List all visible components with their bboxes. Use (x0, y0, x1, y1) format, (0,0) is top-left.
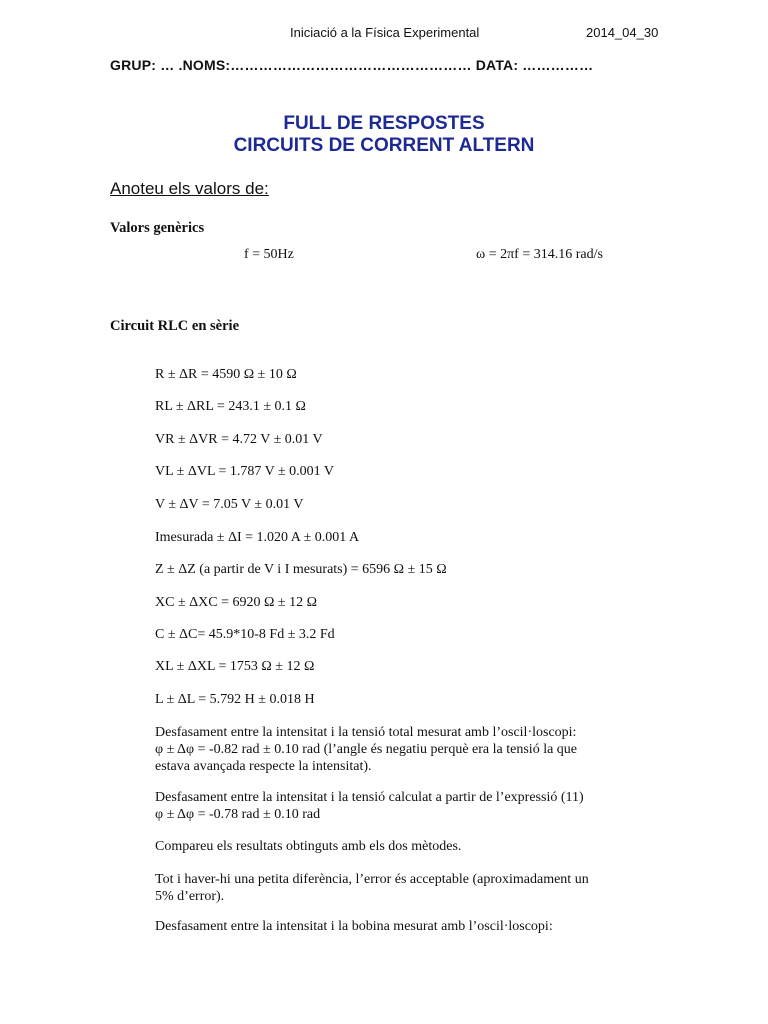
group-names-date-line: GRUP: … .NOMS:…………………………………………… DATA: …………… (110, 57, 594, 73)
instruction-heading: Anoteu els valors de: (110, 179, 269, 198)
page-subtitle: CIRCUITS DE CORRENT ALTERN (233, 135, 535, 156)
measurement-voltage-resistor: VR ± ΔVR = 4.72 V ± 0.01 V (155, 432, 323, 447)
phase-measured-line-3: estava avançada respecte la intensitat). (155, 759, 372, 774)
measurement-coil-resistance: RL ± ΔRL = 243.1 ± 0.1 Ω (155, 399, 306, 414)
paragraph-phase-measured (155, 724, 658, 775)
conclusion-line-1: Tot i haver-hi una petita diferència, l’error és acceptable (aproximadament un (155, 872, 589, 887)
measurement-impedance: Z ± ΔZ (a partir de V i I mesurats) = 6596 Ω ± 15 Ω (155, 562, 447, 577)
phase-measured-line-2: φ ± Δφ = -0.82 rad ± 0.10 rad (l’angle és negatiu perquè era la tensió la que (155, 742, 578, 757)
coil-phase-line: Desfasament entre la intensitat i la bobina mesurat amb l’oscil·loscopi: (155, 919, 553, 934)
measurement-resistance: R ± ΔR = 4590 Ω ± 10 Ω (155, 367, 297, 382)
measurement-voltage-coil: VL ± ΔVL = 1.787 V ± 0.001 V (155, 464, 335, 479)
measurement-inductive-reactance: XL ± ΔXL = 1753 Ω ± 12 Ω (155, 659, 315, 674)
conclusion-line-2: 5% d’error). (155, 889, 225, 904)
measurement-capacitive-reactance: XC ± ΔXC = 6920 Ω ± 12 Ω (155, 595, 317, 610)
phase-measured-line-1: Desfasament entre la intensitat i la tensió total mesurat amb l’oscil·loscopi: (155, 725, 577, 740)
measurement-capacitance: C ± ΔC= 45.9*10-8 Fd ± 3.2 Fd (155, 627, 335, 642)
frequency-value: f = 50Hz (244, 247, 294, 262)
section-heading-generic: Valors genèrics (110, 220, 205, 236)
phase-calculated-line-2: φ ± Δφ = -0.78 rad ± 0.10 rad (155, 807, 321, 822)
header-course-title: Iniciació a la Física Experimental (290, 25, 480, 40)
compare-line: Compareu els resultats obtinguts amb els dos mètodes. (155, 839, 462, 854)
paragraph-phase-calculated (155, 789, 658, 823)
measurement-current: Imesurada ± ΔI = 1.020 A ± 0.001 A (155, 530, 360, 545)
angular-frequency-value: ω = 2πf = 314.16 rad/s (476, 247, 603, 262)
measurement-total-voltage: V ± ΔV = 7.05 V ± 0.01 V (155, 497, 304, 512)
paragraph-compare (155, 838, 658, 855)
paragraph-conclusion (155, 871, 658, 905)
header-date: 2014_04_30 (586, 25, 659, 40)
page-title: FULL DE RESPOSTES (283, 113, 485, 134)
phase-calculated-line-1: Desfasament entre la intensitat i la tensió calculat a partir de l’expressió (11) (155, 790, 584, 805)
section-heading-rlc: Circuit RLC en sèrie (110, 318, 239, 334)
paragraph-coil-phase (155, 918, 658, 935)
measurement-inductance: L ± ΔL = 5.792 H ± 0.018 H (155, 692, 315, 707)
